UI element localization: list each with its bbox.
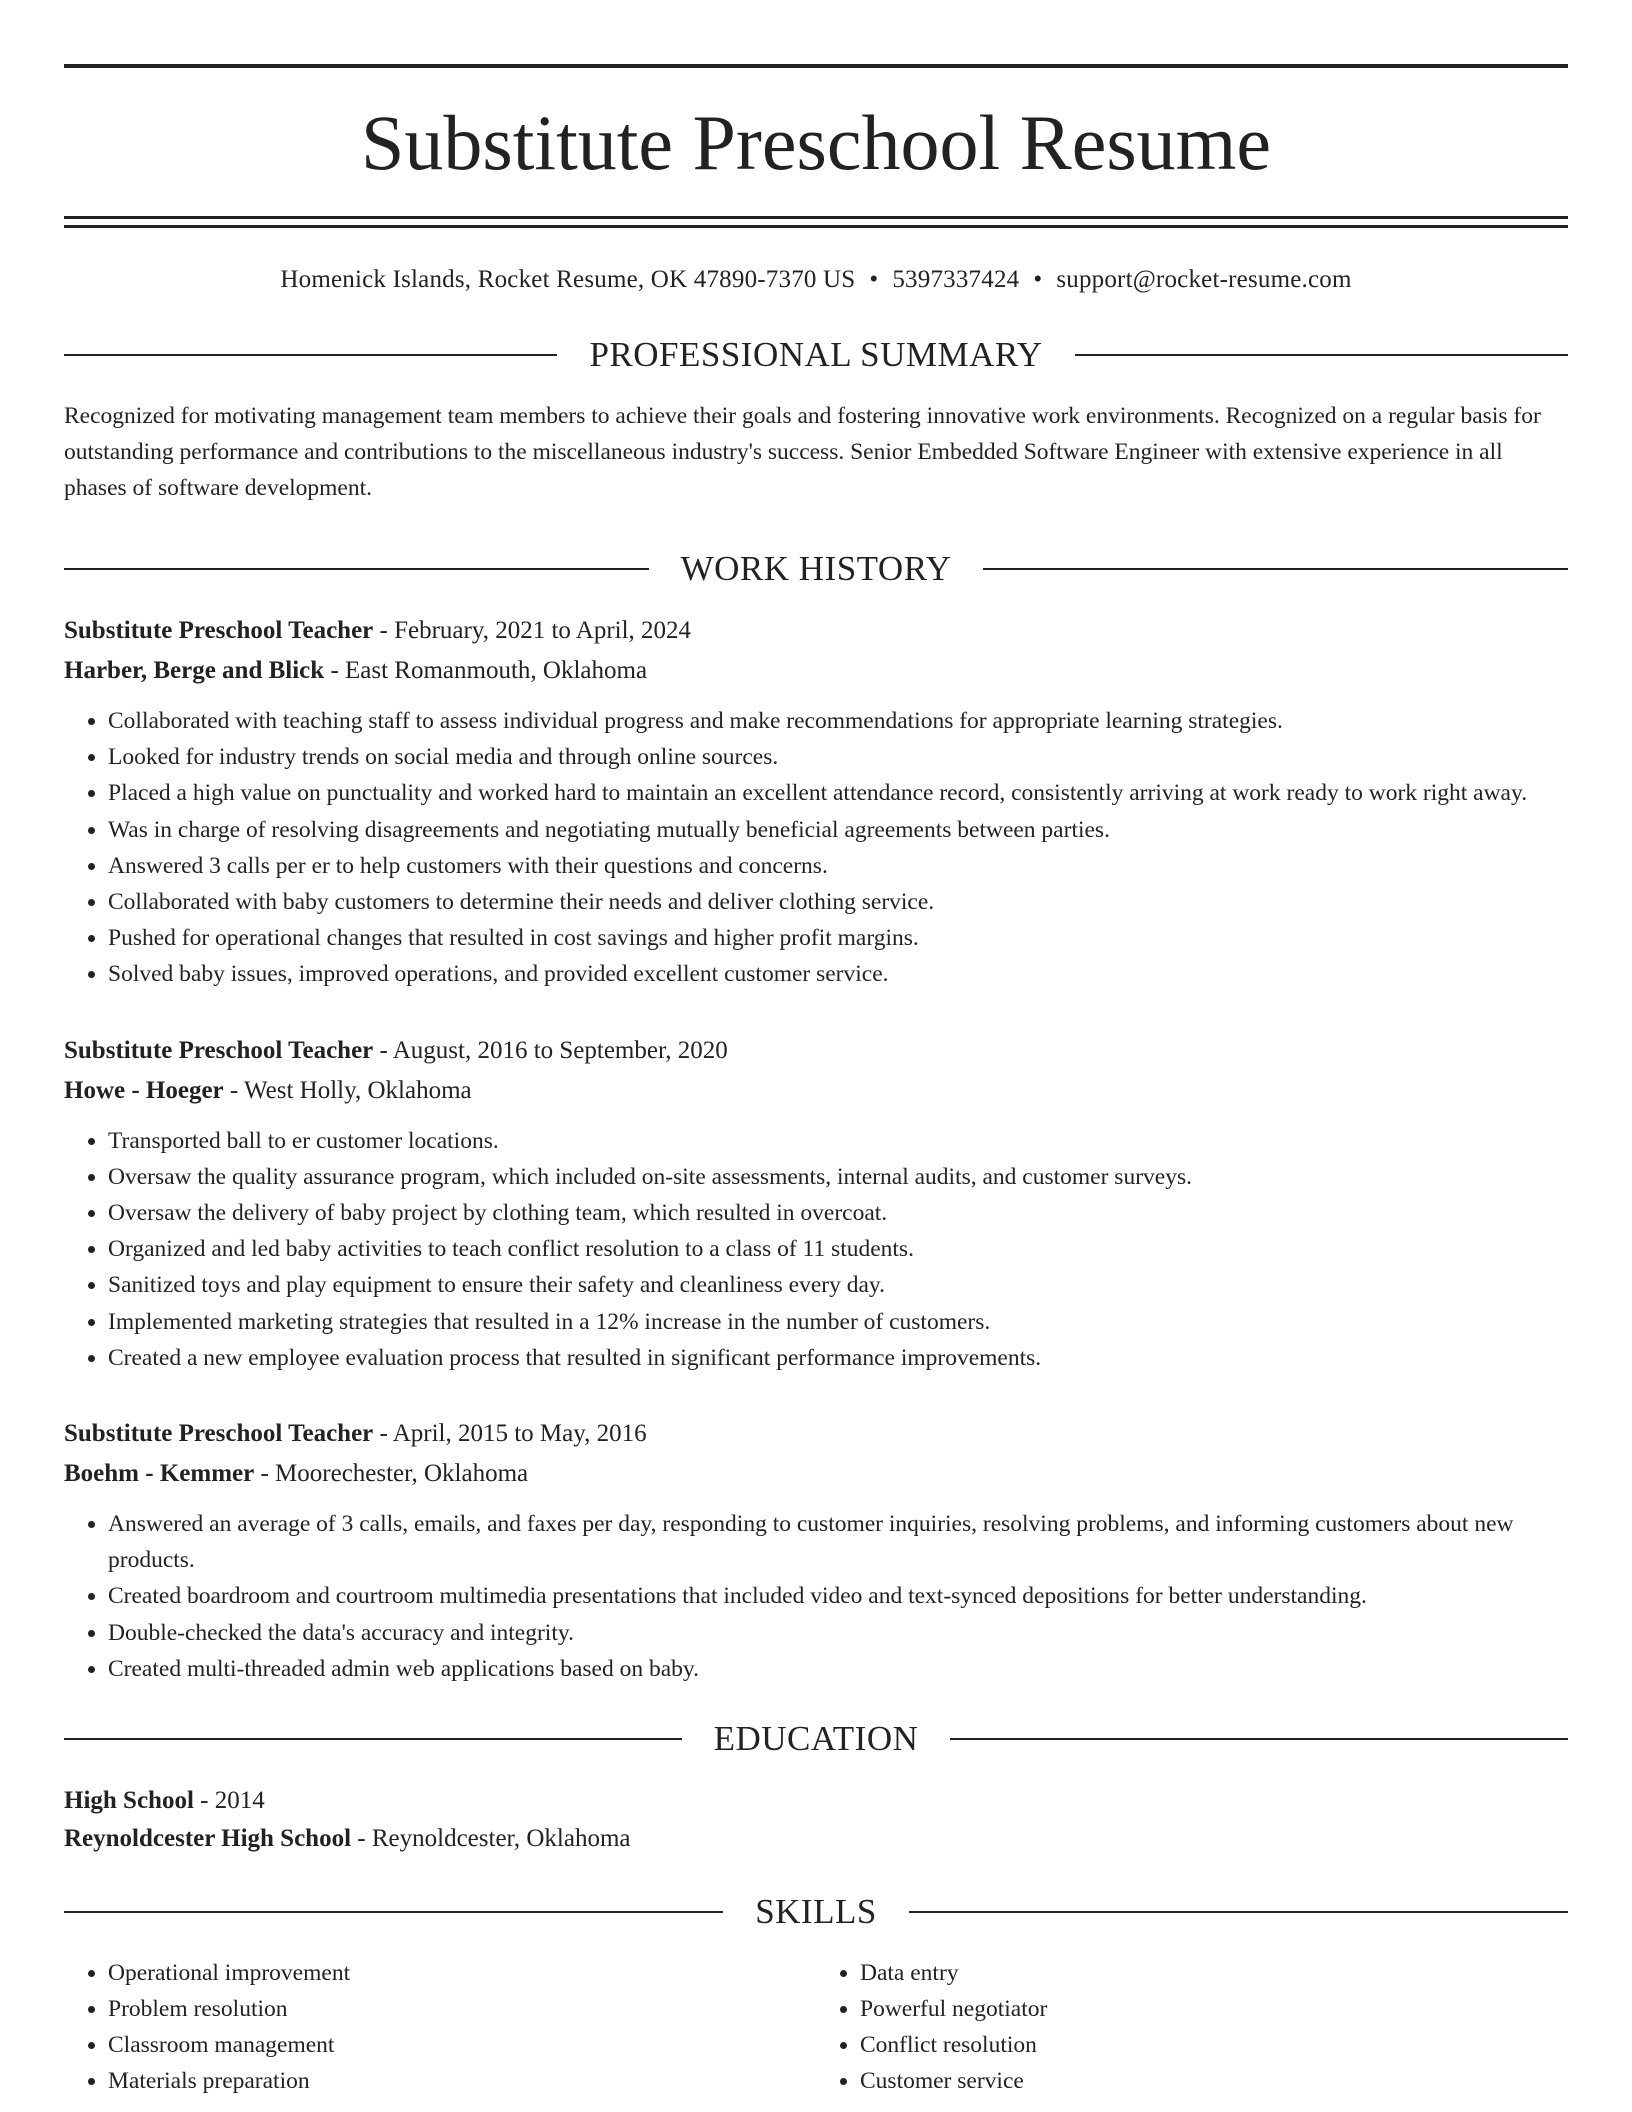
job-duties-list bbox=[64, 1506, 1568, 1687]
job-entry bbox=[64, 611, 1568, 993]
job-duty: • Created multi-threaded admin web applications based on baby. bbox=[108, 1651, 1568, 1687]
education-school-line bbox=[64, 1820, 1568, 1858]
title-double-rule bbox=[64, 216, 1568, 228]
job-title: Substitute Preschool Teacher bbox=[64, 617, 374, 644]
job-dates: - August, 2016 to September, 2020 bbox=[373, 1036, 728, 1064]
skill-item: • Powerful negotiator bbox=[860, 1991, 1568, 2027]
job-company: Boehm - Kemmer bbox=[64, 1460, 255, 1488]
skills-list-left bbox=[64, 1955, 816, 2099]
contact-line bbox=[64, 267, 1568, 292]
job-location: - Moorechester, Oklahoma bbox=[254, 1460, 529, 1488]
job-duty: • Oversaw the quality assurance program, which included on-site assessments, internal audits, and customer surveys. bbox=[108, 1159, 1568, 1195]
education-degree-line bbox=[64, 1782, 1568, 1820]
job-duty: • Collaborated with teaching staff to assess individual progress and make recommendations for appropriate learning strategies. bbox=[108, 703, 1568, 739]
job-entry bbox=[64, 1414, 1568, 1687]
job-dates: - April, 2015 to May, 2016 bbox=[373, 1420, 647, 1448]
contact-phone: 5397337424 bbox=[892, 266, 1020, 293]
top-rule bbox=[64, 64, 1568, 68]
skill-item: • Operational improvement bbox=[108, 1955, 816, 1991]
job-title-line bbox=[64, 1031, 1568, 1071]
education-entry bbox=[64, 1782, 1568, 1858]
job-company-line bbox=[64, 1454, 1568, 1494]
job-duty: • Was in charge of resolving disagreements and negotiating mutually beneficial agreements between parties. bbox=[108, 812, 1568, 848]
job-duty: • Double-checked the data's accuracy and integrity. bbox=[108, 1615, 1568, 1651]
skills-columns bbox=[64, 1955, 1568, 2099]
heading-rule-right bbox=[950, 1738, 1568, 1740]
heading-rule-right bbox=[1075, 354, 1568, 356]
education-degree: High School bbox=[64, 1787, 194, 1815]
job-duty: • Placed a high value on punctuality and worked hard to maintain an excellent attendance record, consistently arriving at work ready to work right away. bbox=[108, 775, 1568, 811]
education-school: Reynoldcester High School bbox=[64, 1825, 352, 1853]
heading-rule-right bbox=[909, 1911, 1568, 1913]
job-duty: • Collaborated with baby customers to determine their needs and deliver clothing service. bbox=[108, 884, 1568, 920]
education-location: - Reynoldcester, Oklahoma bbox=[351, 1825, 631, 1853]
job-duty: • Organized and led baby activities to teach conflict resolution to a class of 11 students. bbox=[108, 1231, 1568, 1267]
heading-rule-left bbox=[64, 568, 649, 570]
skill-item: • Classroom management bbox=[108, 2027, 816, 2063]
job-duty: • Sanitized toys and play equipment to ensure their safety and cleanliness every day. bbox=[108, 1267, 1568, 1303]
job-duty: • Transported ball to er customer locations. bbox=[108, 1123, 1568, 1159]
resume-title: Substitute Preschool Resume bbox=[361, 99, 1271, 186]
job-duty: • Solved baby issues, improved operations, and provided excellent customer service. bbox=[108, 956, 1568, 992]
job-title-line bbox=[64, 1414, 1568, 1454]
contact-email: support@rocket-resume.com bbox=[1056, 266, 1352, 293]
job-title: Substitute Preschool Teacher bbox=[64, 1036, 374, 1064]
job-duty: • Answered 3 calls per er to help customers with their questions and concerns. bbox=[108, 848, 1568, 884]
heading-rule-right bbox=[983, 568, 1568, 570]
heading-rule-left bbox=[64, 1911, 723, 1913]
job-company: Howe - Hoeger bbox=[64, 1076, 224, 1104]
job-duty: • Looked for industry trends on social media and through online sources. bbox=[108, 739, 1568, 775]
skills-heading bbox=[64, 1892, 1568, 1932]
job-duty: • Oversaw the delivery of baby project by clothing team, which resulted in overcoat. bbox=[108, 1195, 1568, 1231]
work-history-heading bbox=[64, 551, 1568, 586]
skills-heading-label: SKILLS bbox=[755, 1892, 877, 1932]
skill-item: • Customer service bbox=[860, 2063, 1568, 2099]
contact-address: Homenick Islands, Rocket Resume, OK 47890-7370 US bbox=[280, 266, 856, 293]
education-heading bbox=[64, 1719, 1568, 1759]
job-duty: • Created boardroom and courtroom multimedia presentations that included video and text-synced depositions for better understanding. bbox=[108, 1578, 1568, 1614]
skills-list-right bbox=[816, 1955, 1568, 2099]
contact-separator: • bbox=[1033, 266, 1043, 293]
resume-page bbox=[64, 64, 1568, 2099]
summary-heading bbox=[64, 337, 1568, 372]
work-history-heading-label: WORK HISTORY bbox=[680, 549, 952, 588]
job-duties-list bbox=[64, 1123, 1568, 1376]
job-duty: • Created a new employee evaluation process that resulted in significant performance improvements. bbox=[108, 1340, 1568, 1376]
summary-heading-label: PROFESSIONAL SUMMARY bbox=[589, 335, 1043, 374]
job-title: Substitute Preschool Teacher bbox=[64, 1420, 374, 1448]
job-location: - West Holly, Oklahoma bbox=[223, 1076, 472, 1104]
skill-item: • Data entry bbox=[860, 1955, 1568, 1991]
education-heading-label: EDUCATION bbox=[713, 1719, 919, 1759]
job-company: Harber, Berge and Blick bbox=[64, 657, 325, 684]
job-dates: - February, 2021 to April, 2024 bbox=[373, 617, 692, 644]
heading-rule-left bbox=[64, 354, 557, 356]
skill-item: • Problem resolution bbox=[108, 1991, 816, 2027]
job-title-line bbox=[64, 611, 1568, 651]
skill-item: • Conflict resolution bbox=[860, 2027, 1568, 2063]
job-duty: • Implemented marketing strategies that resulted in a 12% increase in the number of customers. bbox=[108, 1304, 1568, 1340]
job-duties-list bbox=[64, 703, 1568, 993]
job-duty: • Pushed for operational changes that resulted in cost savings and higher profit margins. bbox=[108, 920, 1568, 956]
skill-item: • Materials preparation bbox=[108, 2063, 816, 2099]
heading-rule-left bbox=[64, 1738, 682, 1740]
job-location: - East Romanmouth, Oklahoma bbox=[324, 657, 648, 684]
job-company-line bbox=[64, 1071, 1568, 1111]
job-company-line bbox=[64, 651, 1568, 691]
contact-separator: • bbox=[869, 266, 879, 293]
job-entry bbox=[64, 1031, 1568, 1376]
education-year: - 2014 bbox=[193, 1787, 265, 1815]
job-duty: • Answered an average of 3 calls, emails, and faxes per day, responding to customer inquiries, resolving problems, and informing customers about new products. bbox=[108, 1506, 1568, 1578]
summary-text: Recognized for motivating management team members to achieve their goals and fostering innovative work environments. Recognized on a regular basis for outstanding performance and contributions to the miscellaneous industry's success. Senior Embedded Software Engineer with extensive experience in all phases of software development. bbox=[64, 403, 1541, 501]
